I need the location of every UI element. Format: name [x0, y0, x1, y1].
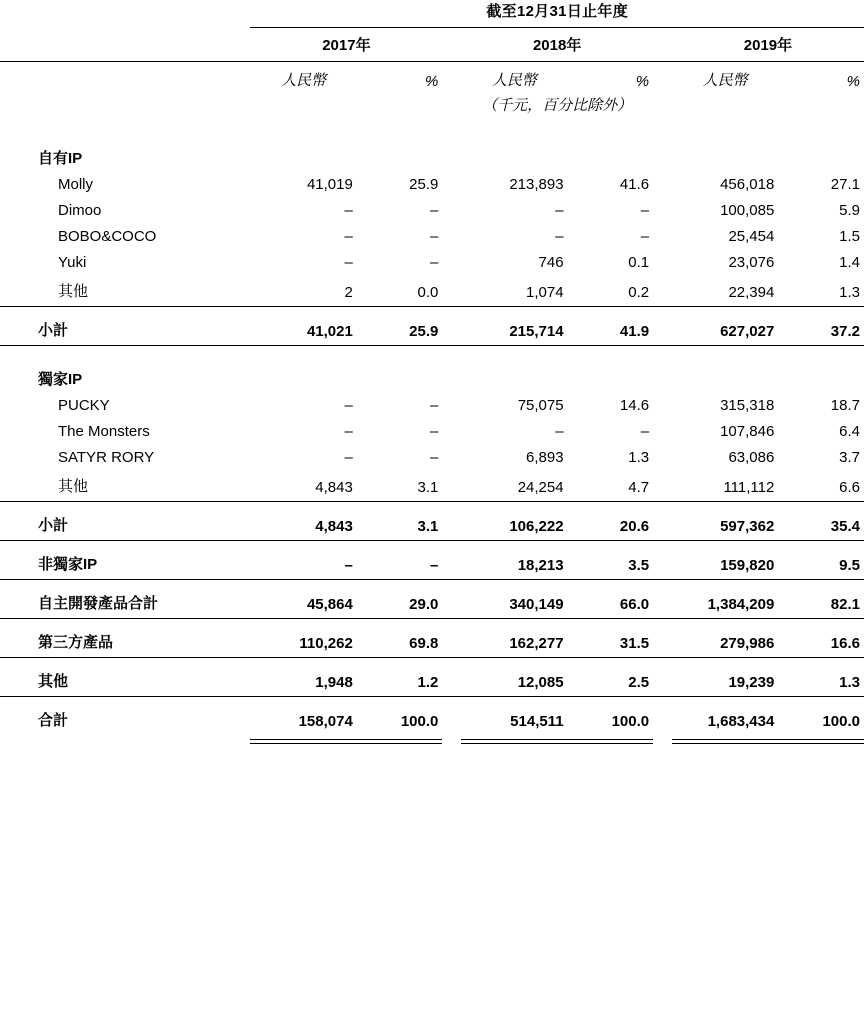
empty-cell: [250, 125, 864, 171]
gap-cell: [442, 223, 461, 249]
cell-value: 45,864: [306, 596, 353, 613]
cell-value: –: [344, 449, 353, 466]
cell-value: 6.4: [839, 423, 860, 440]
section-title-own-ip: 自有IP: [38, 150, 83, 167]
cell-value: 1.2: [417, 674, 439, 691]
empty-cell: [0, 28, 250, 61]
cell-value: 627,027: [720, 323, 775, 340]
cell-value: 25.9: [409, 323, 439, 340]
table-row: [0, 444, 864, 470]
table-row: [0, 223, 864, 249]
gap-cell: [653, 307, 672, 345]
cell-value: 12,085: [517, 674, 564, 691]
cell-value: 27.1: [830, 176, 860, 193]
cell-value: 25.9: [409, 176, 439, 193]
row-label-other: 其他: [58, 478, 89, 495]
table-row: [0, 249, 864, 275]
gap-cell: [442, 418, 461, 444]
cell-value: 0.1: [628, 254, 650, 271]
gap-cell: [653, 740, 672, 744]
table-row: [0, 171, 864, 197]
cell-value: 2: [344, 284, 353, 301]
empty-cell: [0, 62, 250, 93]
cell-value: 279,986: [720, 635, 775, 652]
cell-value: 37.2: [830, 323, 860, 340]
cell-value: 1.4: [839, 254, 860, 271]
empty-cell: [672, 92, 778, 115]
unit-note: （千元，百分比除外）: [482, 97, 633, 114]
cell-value: 100.0: [822, 713, 860, 730]
summary-row: [0, 541, 864, 579]
cell-value: 66.0: [619, 596, 650, 613]
gap-cell: [442, 28, 461, 61]
cell-value: 215,714: [509, 323, 564, 340]
cell-value: –: [344, 557, 353, 574]
gap-cell: [653, 92, 672, 115]
gap-cell: [442, 197, 461, 223]
summary-row: [0, 658, 864, 696]
cell-value: 18,213: [517, 557, 564, 574]
table-row: [0, 418, 864, 444]
cell-value: 100.0: [611, 713, 650, 730]
cell-value: 22,394: [728, 284, 775, 301]
gap-cell: [653, 249, 672, 275]
cell-value: 29.0: [409, 596, 439, 613]
gap-cell: [653, 418, 672, 444]
cell-value: 18.7: [830, 397, 860, 414]
year-header-2019: 2019年: [743, 37, 793, 54]
percent-header-2018: %: [635, 73, 650, 90]
cell-value: 41,019: [306, 176, 353, 193]
gap-cell: [442, 502, 461, 540]
cell-value: 3.1: [417, 518, 439, 535]
gap-cell: [442, 92, 461, 115]
cell-value: 340,149: [509, 596, 564, 613]
cell-value: 24,254: [517, 479, 564, 496]
summary-row: [0, 580, 864, 618]
gap-cell: [653, 580, 672, 618]
double-rule-below-grand-total: [0, 740, 864, 744]
cell-value: 514,511: [510, 713, 564, 730]
cell-value: 5.9: [839, 202, 860, 219]
cell-value: 1,948: [315, 674, 353, 691]
gap-cell: [442, 249, 461, 275]
gap-cell: [653, 619, 672, 657]
cell-value: 4.7: [628, 479, 650, 496]
cell-value: 159,820: [720, 557, 775, 574]
empty-cell: [0, 740, 250, 744]
rule: [461, 740, 653, 744]
cell-value: 456,018: [720, 176, 775, 193]
cell-value: –: [555, 423, 564, 440]
cell-value: –: [430, 228, 439, 245]
empty-cell: [250, 92, 356, 115]
cell-value: 3.7: [839, 449, 860, 466]
cell-value: 16.6: [830, 635, 860, 652]
cell-value: 213,893: [509, 176, 564, 193]
cell-value: 315,318: [720, 397, 775, 414]
table-top-header-row: [0, 0, 864, 26]
cell-value: –: [344, 423, 353, 440]
table-row: [0, 275, 864, 305]
gap-cell: [653, 197, 672, 223]
grand-total-label: 合計: [38, 712, 69, 729]
gap-cell: [442, 275, 461, 305]
cell-value: 19,239: [728, 674, 775, 691]
gap-cell: [653, 275, 672, 305]
unit-note-row: [0, 92, 864, 115]
empty-cell: [0, 0, 250, 26]
unit-header-row: [0, 62, 864, 93]
spacer: [0, 115, 864, 125]
row-label-non-exclusive-ip: 非獨家IP: [38, 556, 98, 573]
grand-total-row: [0, 697, 864, 735]
cell-value: 3.5: [628, 557, 650, 574]
gap-cell: [442, 62, 461, 93]
gap-cell: [442, 580, 461, 618]
currency-header-2019: 人民幣: [702, 72, 748, 89]
cell-value: 75,075: [517, 397, 564, 414]
empty-cell: [778, 92, 864, 115]
section-title-exclusive-ip: 獨家IP: [38, 371, 83, 388]
row-label-third-party: 第三方產品: [38, 634, 114, 651]
cell-value: 31.5: [619, 635, 650, 652]
cell-value: 41.9: [619, 323, 650, 340]
rule: [250, 740, 442, 744]
gap-cell: [653, 171, 672, 197]
cell-value: 4,843: [315, 518, 353, 535]
cell-value: 2.5: [628, 674, 650, 691]
cell-value: 63,086: [728, 449, 775, 466]
cell-value: 35.4: [830, 518, 860, 535]
subtotal-label-exclusive-ip: 小計: [38, 517, 69, 534]
cell-value: 82.1: [830, 596, 860, 613]
cell-value: 1.5: [839, 228, 860, 245]
cell-value: 14.6: [619, 397, 650, 414]
cell-value: –: [344, 397, 353, 414]
gap-cell: [442, 470, 461, 500]
cell-value: –: [640, 228, 650, 245]
gap-cell: [442, 619, 461, 657]
cell-value: –: [555, 228, 564, 245]
percent-header-2019: %: [846, 73, 860, 90]
cell-value: –: [430, 202, 439, 219]
gap-cell: [442, 307, 461, 345]
cell-value: 110,262: [299, 635, 353, 652]
cell-value: 41,021: [306, 323, 353, 340]
row-label-the-monsters: The Monsters: [58, 423, 150, 440]
cell-value: 6,893: [526, 449, 564, 466]
cell-value: 746: [538, 254, 564, 271]
gap-cell: [442, 740, 461, 744]
cell-value: 1,074: [526, 284, 564, 301]
cell-value: –: [430, 254, 439, 271]
cell-value: 1.3: [839, 284, 860, 301]
cell-value: 111,112: [723, 479, 775, 496]
cell-value: –: [555, 202, 564, 219]
cell-value: –: [430, 397, 439, 414]
cell-value: –: [640, 202, 650, 219]
cell-value: –: [430, 423, 439, 440]
row-label-other: 其他: [38, 673, 69, 690]
cell-value: 100.0: [400, 713, 439, 730]
percent-header-2017: %: [425, 73, 439, 90]
row-label-self-developed-total: 自主開發產品合計: [38, 595, 159, 612]
cell-value: –: [430, 557, 439, 574]
cell-value: 9.5: [839, 557, 860, 574]
row-label-satyr-rory: SATYR RORY: [58, 449, 155, 466]
gap-cell: [442, 541, 461, 579]
period-header: 截至12月31日止年度: [486, 3, 629, 20]
gap-cell: [442, 392, 461, 418]
subtotal-row: [0, 307, 864, 345]
rule: [672, 740, 864, 744]
empty-cell: [0, 92, 250, 115]
cell-value: 1.3: [839, 674, 860, 691]
row-label-pucky: PUCKY: [58, 397, 110, 414]
currency-header-2018: 人民幣: [491, 72, 537, 89]
gap-cell: [653, 658, 672, 696]
row-label-molly: Molly: [58, 176, 94, 193]
cell-value: 23,076: [728, 254, 775, 271]
year-header-row: [0, 28, 864, 61]
year-header-2018: 2018年: [532, 37, 582, 54]
gap-cell: [442, 171, 461, 197]
cell-value: 1.3: [628, 449, 650, 466]
cell-value: –: [344, 202, 353, 219]
table-row: [0, 197, 864, 223]
gap-cell: [653, 470, 672, 500]
gap-cell: [653, 62, 672, 93]
gap-cell: [653, 697, 672, 735]
cell-value: 4,843: [315, 479, 353, 496]
cell-value: 100,085: [720, 202, 775, 219]
currency-header-2017: 人民幣: [281, 72, 327, 89]
gap-cell: [653, 223, 672, 249]
cell-value: 107,846: [720, 423, 775, 440]
cell-value: 25,454: [728, 228, 775, 245]
cell-value: 20.6: [619, 518, 650, 535]
row-label-yuki: Yuki: [58, 254, 87, 271]
empty-cell: [357, 92, 443, 115]
cell-value: –: [344, 228, 353, 245]
cell-value: 0.2: [628, 284, 650, 301]
row-label-bobococo: BOBO&COCO: [58, 228, 157, 245]
summary-row: [0, 619, 864, 657]
cell-value: 158,074: [298, 713, 353, 730]
gap-cell: [653, 541, 672, 579]
cell-value: –: [430, 449, 439, 466]
empty-cell: [250, 346, 864, 393]
subtotal-label-own-ip: 小計: [38, 322, 69, 339]
gap-cell: [653, 444, 672, 470]
cell-value: 1,384,209: [707, 596, 775, 613]
gap-cell: [442, 697, 461, 735]
cell-value: 41.6: [619, 176, 650, 193]
year-header-2017: 2017年: [322, 37, 371, 54]
subtotal-row: [0, 502, 864, 540]
cell-value: –: [344, 254, 353, 271]
cell-value: –: [640, 423, 650, 440]
cell-value: 69.8: [409, 635, 439, 652]
cell-value: 6.6: [839, 479, 860, 496]
section-header-row: [0, 125, 864, 171]
row-label-other: 其他: [58, 283, 89, 300]
table-row: [0, 392, 864, 418]
gap-cell: [442, 444, 461, 470]
cell-value: 597,362: [720, 518, 775, 535]
gap-cell: [653, 502, 672, 540]
row-label-dimoo: Dimoo: [58, 202, 102, 219]
cell-value: 0.0: [417, 284, 439, 301]
cell-value: 3.1: [417, 479, 439, 496]
cell-value: 1,683,434: [707, 713, 775, 730]
gap-cell: [442, 658, 461, 696]
table-row: [0, 470, 864, 500]
gap-cell: [653, 392, 672, 418]
section-header-row: [0, 346, 864, 393]
cell-value: 162,277: [509, 635, 564, 652]
gap-cell: [653, 28, 672, 61]
cell-value: 106,222: [509, 518, 564, 535]
